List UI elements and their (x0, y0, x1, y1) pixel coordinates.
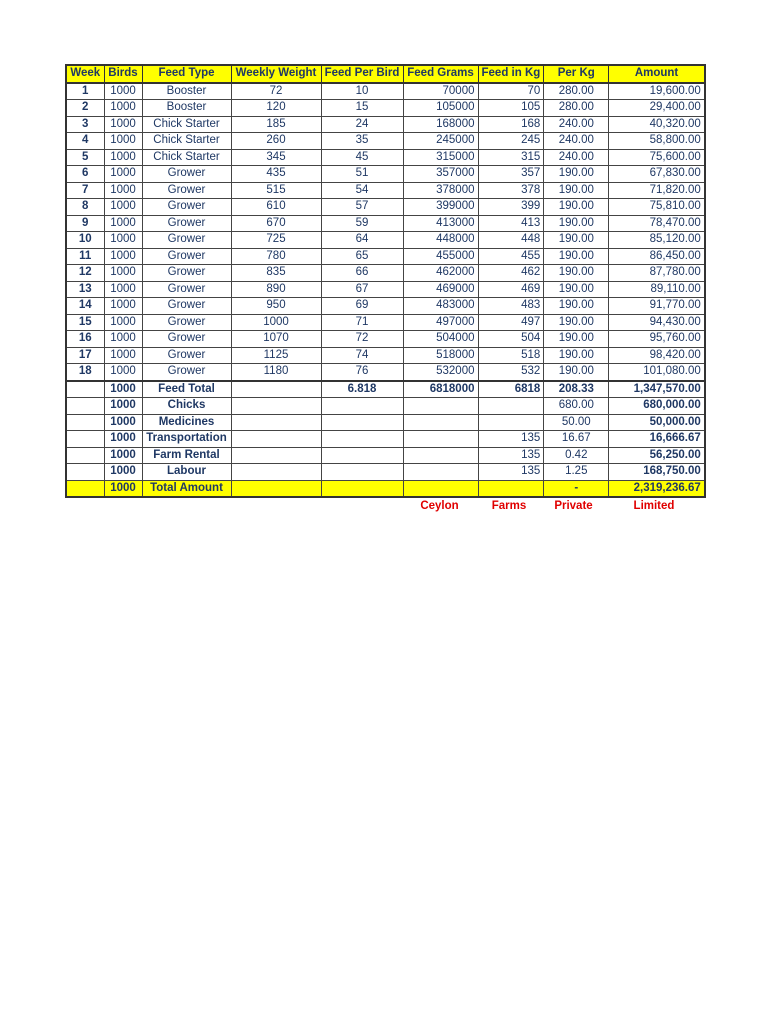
table-cell[interactable]: Booster (142, 100, 231, 117)
table-cell[interactable]: 51 (321, 166, 403, 183)
table-cell[interactable]: 1000 (104, 331, 142, 348)
table-cell[interactable]: 240.00 (544, 149, 609, 166)
table-cell[interactable]: 4 (66, 133, 104, 150)
table-cell[interactable]: Grower (142, 215, 231, 232)
table-cell[interactable]: 168 (478, 116, 544, 133)
table-cell[interactable]: 357000 (403, 166, 478, 183)
table-cell[interactable]: 45 (321, 149, 403, 166)
table-cell[interactable]: 16,666.67 (609, 431, 705, 448)
table-cell[interactable]: 190.00 (544, 281, 609, 298)
table-cell[interactable]: Grower (142, 265, 231, 282)
table-cell[interactable]: 518 (478, 347, 544, 364)
table-cell[interactable]: 14 (66, 298, 104, 315)
header-feed-in-kg[interactable]: Feed in Kg (478, 65, 544, 83)
table-cell[interactable]: 504000 (403, 331, 478, 348)
table-cell[interactable]: 190.00 (544, 331, 609, 348)
table-cell[interactable]: Grower (142, 232, 231, 249)
table-cell[interactable]: 190.00 (544, 182, 609, 199)
table-cell[interactable]: 1000 (104, 232, 142, 249)
table-cell[interactable]: 315 (478, 149, 544, 166)
table-cell[interactable]: 0.42 (544, 447, 609, 464)
footer-farms: Farms (491, 500, 527, 512)
table-cell[interactable]: 1125 (231, 347, 321, 364)
table-cell[interactable]: 6 (66, 166, 104, 183)
table-cell[interactable]: 680,000.00 (609, 398, 705, 415)
table-cell[interactable]: 9 (66, 215, 104, 232)
table-cell[interactable]: Grower (142, 199, 231, 216)
table-cell[interactable]: 413 (478, 215, 544, 232)
table-cell[interactable]: 72 (321, 331, 403, 348)
table-cell[interactable]: 469 (478, 281, 544, 298)
table-cell[interactable]: 725 (231, 232, 321, 249)
summary-row (66, 398, 705, 415)
total-amount-row (66, 480, 705, 497)
table-cell[interactable]: 120 (231, 100, 321, 117)
table-cell[interactable]: 72 (231, 83, 321, 100)
table-cell[interactable]: Labour (142, 464, 231, 481)
table-cell[interactable]: 67 (321, 281, 403, 298)
table-cell[interactable]: 497 (478, 314, 544, 331)
table-cell[interactable]: 98,420.00 (609, 347, 705, 364)
table-cell[interactable]: 1000 (231, 314, 321, 331)
table-cell[interactable]: 16 (66, 331, 104, 348)
header-birds[interactable]: Birds (104, 65, 142, 83)
summary-row (66, 414, 705, 431)
table-cell[interactable] (231, 381, 321, 398)
header-feed-per-bird[interactable]: Feed Per Bird (321, 65, 403, 83)
table-cell[interactable]: 40,320.00 (609, 116, 705, 133)
table-cell[interactable]: 185 (231, 116, 321, 133)
table-row (66, 149, 705, 166)
table-row (66, 182, 705, 199)
table-cell[interactable]: 378 (478, 182, 544, 199)
table-row (66, 116, 705, 133)
table-cell[interactable]: 7 (66, 182, 104, 199)
table-cell[interactable]: 1000 (104, 199, 142, 216)
table-cell[interactable]: 610 (231, 199, 321, 216)
table-cell[interactable] (403, 414, 478, 431)
table-cell[interactable]: 12 (66, 265, 104, 282)
table-cell[interactable]: 462000 (403, 265, 478, 282)
table-cell[interactable]: Total Amount (142, 480, 231, 497)
table-cell[interactable]: 87,780.00 (609, 265, 705, 282)
header-week[interactable]: Week (66, 65, 104, 83)
table-row (66, 364, 705, 381)
table-cell[interactable] (478, 414, 544, 431)
table-cell[interactable]: - (544, 480, 609, 497)
table-cell[interactable]: Grower (142, 347, 231, 364)
table-cell[interactable]: 1000 (104, 100, 142, 117)
table-cell[interactable]: 8 (66, 199, 104, 216)
table-cell[interactable]: 13 (66, 281, 104, 298)
table-cell[interactable] (321, 480, 403, 497)
table-cell[interactable]: Chick Starter (142, 116, 231, 133)
feed-cost-table (65, 64, 706, 498)
table-cell[interactable]: 1000 (104, 398, 142, 415)
table-row (66, 248, 705, 265)
table-cell[interactable]: 469000 (403, 281, 478, 298)
table-cell[interactable]: 515 (231, 182, 321, 199)
table-cell[interactable]: 17 (66, 347, 104, 364)
table-cell[interactable]: 240.00 (544, 133, 609, 150)
table-cell[interactable]: 1000 (104, 215, 142, 232)
table-cell[interactable]: 483 (478, 298, 544, 315)
table-cell[interactable]: 190.00 (544, 314, 609, 331)
table-cell[interactable]: 1000 (104, 83, 142, 100)
spreadsheet (65, 64, 706, 515)
table-cell[interactable]: 448000 (403, 232, 478, 249)
table-cell[interactable]: Booster (142, 83, 231, 100)
table-cell[interactable]: Farm Rental (142, 447, 231, 464)
table-cell[interactable]: Transportation (142, 431, 231, 448)
table-cell[interactable]: 89,110.00 (609, 281, 705, 298)
header-feed-grams[interactable]: Feed Grams (403, 65, 478, 83)
table-row (66, 232, 705, 249)
table-cell[interactable]: 1070 (231, 331, 321, 348)
footer-limited: Limited (633, 500, 675, 512)
table-row (66, 347, 705, 364)
table-cell[interactable]: 190.00 (544, 215, 609, 232)
table-cell[interactable]: 24 (321, 116, 403, 133)
table-row (66, 100, 705, 117)
table-cell[interactable]: Chick Starter (142, 149, 231, 166)
table-cell[interactable]: 1000 (104, 298, 142, 315)
table-cell[interactable]: 190.00 (544, 248, 609, 265)
summary-row (66, 464, 705, 481)
table-cell[interactable]: 56,250.00 (609, 447, 705, 464)
table-cell[interactable]: 67,830.00 (609, 166, 705, 183)
table-cell[interactable]: 280.00 (544, 100, 609, 117)
table-cell[interactable]: 190.00 (544, 364, 609, 381)
table-cell[interactable]: 1000 (104, 431, 142, 448)
table-cell[interactable]: 780 (231, 248, 321, 265)
summary-row (66, 381, 705, 398)
table-cell[interactable]: Chick Starter (142, 133, 231, 150)
table-row (66, 166, 705, 183)
table-cell[interactable]: 1000 (104, 347, 142, 364)
table-cell[interactable]: 66 (321, 265, 403, 282)
table-cell[interactable]: 680.00 (544, 398, 609, 415)
table-cell[interactable]: 890 (231, 281, 321, 298)
table-cell[interactable]: 1000 (104, 414, 142, 431)
table-cell[interactable]: 75,810.00 (609, 199, 705, 216)
table-cell[interactable] (66, 464, 104, 481)
table-cell[interactable]: Feed Total (142, 381, 231, 398)
table-cell[interactable]: 518000 (403, 347, 478, 364)
table-cell[interactable] (66, 431, 104, 448)
table-cell[interactable]: 85,120.00 (609, 232, 705, 249)
table-cell[interactable] (231, 447, 321, 464)
table-cell[interactable]: 208.33 (544, 381, 609, 398)
table-cell[interactable]: Grower (142, 182, 231, 199)
table-cell[interactable]: 10 (66, 232, 104, 249)
table-cell[interactable]: 357 (478, 166, 544, 183)
footer-cell (65, 498, 103, 515)
table-cell[interactable]: 91,770.00 (609, 298, 705, 315)
summary-row (66, 431, 705, 448)
footer-private: Private (554, 500, 593, 512)
table-cell[interactable]: 399 (478, 199, 544, 216)
footer-cell (103, 498, 141, 515)
header-weekly-weight[interactable]: Weekly Weight (231, 65, 321, 83)
table-cell[interactable] (403, 464, 478, 481)
table-cell[interactable]: 190.00 (544, 199, 609, 216)
table-cell[interactable]: 455000 (403, 248, 478, 265)
table-cell[interactable] (403, 480, 478, 497)
table-row (66, 199, 705, 216)
table-cell[interactable]: 245000 (403, 133, 478, 150)
table-cell[interactable]: Grower (142, 331, 231, 348)
table-cell[interactable]: 190.00 (544, 232, 609, 249)
footer-ceylon: Ceylon (420, 500, 459, 512)
table-cell[interactable]: 101,080.00 (609, 364, 705, 381)
table-row (66, 133, 705, 150)
table-cell[interactable]: 950 (231, 298, 321, 315)
table-cell[interactable]: 532 (478, 364, 544, 381)
table-cell[interactable]: 1000 (104, 480, 142, 497)
table-row (66, 331, 705, 348)
table-cell[interactable]: 413000 (403, 215, 478, 232)
table-cell[interactable]: 57 (321, 199, 403, 216)
table-cell[interactable]: Grower (142, 166, 231, 183)
table-cell[interactable]: 35 (321, 133, 403, 150)
table-cell[interactable]: 1000 (104, 381, 142, 398)
table-cell[interactable]: 50,000.00 (609, 414, 705, 431)
table-cell[interactable]: 70000 (403, 83, 478, 100)
table-cell[interactable]: 1000 (104, 149, 142, 166)
table-cell[interactable]: 455 (478, 248, 544, 265)
table-cell[interactable]: Grower (142, 281, 231, 298)
table-cell[interactable]: 1.25 (544, 464, 609, 481)
summary-row (66, 447, 705, 464)
table-cell[interactable] (66, 414, 104, 431)
table-cell[interactable]: 1,347,570.00 (609, 381, 705, 398)
table-cell[interactable]: 15 (321, 100, 403, 117)
table-cell[interactable]: 435 (231, 166, 321, 183)
table-cell[interactable] (403, 431, 478, 448)
table-cell[interactable]: 16.67 (544, 431, 609, 448)
table-cell[interactable]: 240.00 (544, 116, 609, 133)
table-cell[interactable] (231, 398, 321, 415)
table-cell[interactable]: 835 (231, 265, 321, 282)
table-cell[interactable]: Grower (142, 314, 231, 331)
table-cell[interactable] (66, 480, 104, 497)
table-cell[interactable]: 245 (478, 133, 544, 150)
table-row (66, 215, 705, 232)
table-cell[interactable] (231, 431, 321, 448)
table-cell[interactable]: 1180 (231, 364, 321, 381)
table-cell[interactable]: 399000 (403, 199, 478, 216)
table-cell[interactable] (403, 398, 478, 415)
table-cell[interactable] (321, 414, 403, 431)
table-cell[interactable]: 10 (321, 83, 403, 100)
table-row (66, 281, 705, 298)
weeks-body (66, 83, 705, 381)
table-cell[interactable]: Grower (142, 248, 231, 265)
table-cell[interactable]: 6.818 (321, 381, 403, 398)
table-cell[interactable]: 105000 (403, 100, 478, 117)
table-cell[interactable] (321, 447, 403, 464)
table-cell[interactable] (321, 398, 403, 415)
summary-body (66, 381, 705, 481)
table-cell[interactable]: 1000 (104, 166, 142, 183)
table-cell[interactable]: 135 (478, 431, 544, 448)
table-cell[interactable]: 94,430.00 (609, 314, 705, 331)
table-cell[interactable]: 1000 (104, 364, 142, 381)
table-cell[interactable]: 2,319,236.67 (609, 480, 705, 497)
footer-cell (230, 498, 320, 515)
table-cell[interactable] (66, 381, 104, 398)
table-cell[interactable] (231, 480, 321, 497)
table-cell[interactable]: 1000 (104, 447, 142, 464)
table-cell[interactable]: 168000 (403, 116, 478, 133)
table-cell[interactable]: 3 (66, 116, 104, 133)
table-cell[interactable]: 1 (66, 83, 104, 100)
table-cell[interactable]: 74 (321, 347, 403, 364)
table-row (66, 298, 705, 315)
table-cell[interactable]: 504 (478, 331, 544, 348)
table-cell[interactable]: 86,450.00 (609, 248, 705, 265)
table-cell[interactable]: 18 (66, 364, 104, 381)
footer-cell (320, 498, 402, 515)
table-cell[interactable]: Grower (142, 364, 231, 381)
table-cell[interactable] (478, 480, 544, 497)
table-cell[interactable] (231, 414, 321, 431)
table-cell[interactable]: 1000 (104, 248, 142, 265)
table-cell[interactable]: 1000 (104, 314, 142, 331)
table-cell[interactable]: 2 (66, 100, 104, 117)
table-cell[interactable] (403, 447, 478, 464)
table-cell[interactable]: 280.00 (544, 83, 609, 100)
table-cell[interactable]: 497000 (403, 314, 478, 331)
table-cell[interactable]: 532000 (403, 364, 478, 381)
table-cell[interactable]: 58,800.00 (609, 133, 705, 150)
table-row (66, 83, 705, 100)
table-cell[interactable]: 345 (231, 149, 321, 166)
table-cell[interactable]: 78,470.00 (609, 215, 705, 232)
table-cell[interactable]: 378000 (403, 182, 478, 199)
table-cell[interactable]: 1000 (104, 182, 142, 199)
table-cell[interactable]: 190.00 (544, 166, 609, 183)
table-cell[interactable]: Medicines (142, 414, 231, 431)
table-cell[interactable]: 670 (231, 215, 321, 232)
table-cell[interactable]: 71 (321, 314, 403, 331)
table-cell[interactable]: 1000 (104, 265, 142, 282)
table-cell[interactable]: 71,820.00 (609, 182, 705, 199)
table-cell[interactable]: 11 (66, 248, 104, 265)
company-footer-row (65, 498, 702, 515)
table-cell[interactable]: 69 (321, 298, 403, 315)
table-cell[interactable]: 29,400.00 (609, 100, 705, 117)
footer-cell (141, 498, 230, 515)
table-cell[interactable]: 1000 (104, 281, 142, 298)
header-feed-type[interactable]: Feed Type (142, 65, 231, 83)
table-cell[interactable] (321, 431, 403, 448)
table-cell[interactable]: 5 (66, 149, 104, 166)
table-cell[interactable]: Chicks (142, 398, 231, 415)
table-cell[interactable]: 19,600.00 (609, 83, 705, 100)
table-cell[interactable] (66, 447, 104, 464)
table-cell[interactable]: 76 (321, 364, 403, 381)
table-cell[interactable]: 190.00 (544, 265, 609, 282)
table-cell[interactable]: 1000 (104, 116, 142, 133)
table-cell[interactable] (66, 398, 104, 415)
table-cell[interactable]: 65 (321, 248, 403, 265)
table-cell[interactable] (231, 464, 321, 481)
table-cell[interactable]: 75,600.00 (609, 149, 705, 166)
header-per-kg[interactable]: Per Kg (544, 65, 609, 83)
table-cell[interactable]: 15 (66, 314, 104, 331)
table-row (66, 314, 705, 331)
table-cell[interactable]: 315000 (403, 149, 478, 166)
table-cell[interactable]: 1000 (104, 133, 142, 150)
table-cell[interactable]: 1000 (104, 464, 142, 481)
table-cell[interactable]: 168,750.00 (609, 464, 705, 481)
footer-table (65, 498, 702, 515)
table-cell[interactable]: 105 (478, 100, 544, 117)
table-cell[interactable] (321, 464, 403, 481)
table-cell[interactable]: 6818 (478, 381, 544, 398)
table-cell[interactable]: 135 (478, 447, 544, 464)
table-cell[interactable]: 70 (478, 83, 544, 100)
header-amount[interactable]: Amount (609, 65, 705, 83)
table-cell[interactable]: 59 (321, 215, 403, 232)
table-cell[interactable]: 135 (478, 464, 544, 481)
table-cell[interactable]: 50.00 (544, 414, 609, 431)
table-cell[interactable]: 64 (321, 232, 403, 249)
table-cell[interactable]: 190.00 (544, 298, 609, 315)
table-row (66, 265, 705, 282)
header-row (66, 65, 705, 83)
table-cell[interactable]: 483000 (403, 298, 478, 315)
table-cell[interactable]: 95,760.00 (609, 331, 705, 348)
table-cell[interactable]: 54 (321, 182, 403, 199)
table-cell[interactable] (478, 398, 544, 415)
table-cell[interactable]: 6818000 (403, 381, 478, 398)
table-cell[interactable]: Grower (142, 298, 231, 315)
table-cell[interactable]: 260 (231, 133, 321, 150)
table-cell[interactable]: 190.00 (544, 347, 609, 364)
table-cell[interactable]: 462 (478, 265, 544, 282)
table-cell[interactable]: 448 (478, 232, 544, 249)
